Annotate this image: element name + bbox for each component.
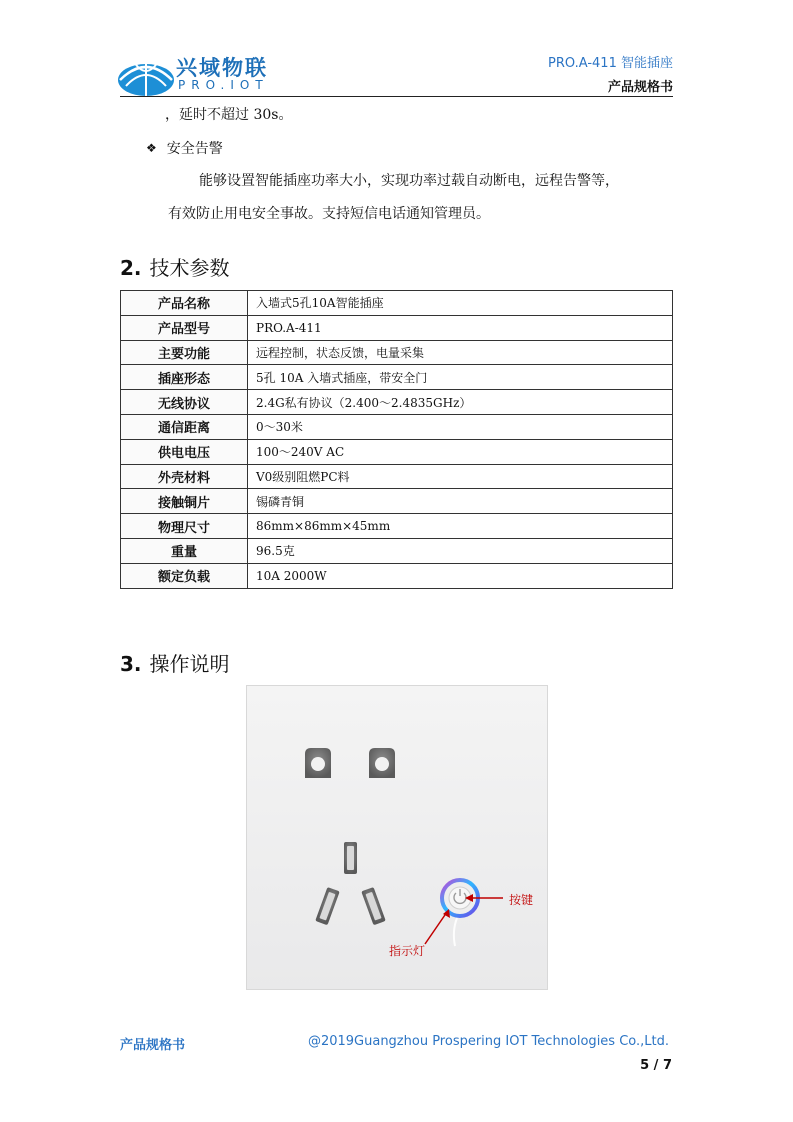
table-row: [121, 489, 673, 514]
spec-key: 产品名称: [121, 291, 248, 316]
section-heading-specs: [120, 252, 230, 281]
spec-key: 重量: [121, 538, 248, 563]
page-number: 5 / 7: [640, 1058, 672, 1073]
spec-key: 供电电压: [121, 439, 248, 464]
company-logo: [116, 50, 286, 98]
bullet-safety-alarm: [146, 138, 223, 158]
spec-key: 插座形态: [121, 365, 248, 390]
bullet-label: 安全告警: [166, 141, 223, 157]
table-row: [121, 414, 673, 439]
section-number: 2.: [120, 256, 142, 280]
logo-english-name: PRO.IOT: [178, 78, 269, 92]
spec-value: 5孔 10A 入墙式插座，带安全门: [248, 365, 673, 390]
spec-key: 外壳材料: [121, 464, 248, 489]
footer-copyright: @2019Guangzhou Prospering IOT Technologies Co.,Ltd.: [307, 1034, 669, 1049]
spec-value: 0～30米: [248, 414, 673, 439]
header-doc-type: 产品规格书: [607, 80, 673, 95]
label-indicator: 指示灯: [389, 944, 426, 958]
spec-key: 产品型号: [121, 315, 248, 340]
paragraph-line-1: 能够设置智能插座功率大小，实现功率过载自动断电，远程告警等，: [199, 173, 619, 189]
text-line-delay: ，延时不超过 30s。: [165, 107, 293, 123]
three-pin-socket: [315, 842, 386, 925]
table-row: [121, 538, 673, 563]
spec-key: 额定负载: [121, 563, 248, 588]
table-row: [121, 464, 673, 489]
spec-key: 物理尺寸: [121, 514, 248, 539]
spec-key: 通信距离: [121, 414, 248, 439]
spec-value: 入墙式5孔10A智能插座: [248, 291, 673, 316]
spec-key: 无线协议: [121, 390, 248, 415]
header-divider: [120, 96, 673, 97]
spec-value: 100～240V AC: [248, 439, 673, 464]
two-pin-socket: [305, 748, 395, 778]
footer-doc-type: 产品规格书: [120, 1038, 186, 1053]
arrow-to-indicator: [425, 912, 447, 944]
section-title: 技术参数: [149, 256, 230, 280]
table-row: [121, 365, 673, 390]
logo-chinese-name: 兴域物联: [176, 56, 268, 80]
spec-value: 2.4G私有协议（2.400～2.4835GHz）: [248, 390, 673, 415]
table-row: [121, 514, 673, 539]
section-number: 3.: [120, 652, 142, 676]
table-row: [121, 563, 673, 588]
spec-table: [120, 290, 673, 589]
spec-value: PRO.A-411: [248, 315, 673, 340]
diamond-bullet-icon: ❖: [146, 141, 157, 155]
label-button: 按键: [509, 893, 534, 907]
spec-value: 远程控制，状态反馈，电量采集: [248, 340, 673, 365]
spec-value: 86mm×86mm×45mm: [248, 514, 673, 539]
section-heading-operation: [120, 648, 230, 677]
spec-value: 96.5克: [248, 538, 673, 563]
table-row: [121, 390, 673, 415]
logo-globe-icon: [116, 50, 176, 98]
table-row: [121, 315, 673, 340]
spec-key: 主要功能: [121, 340, 248, 365]
socket-photo: [246, 685, 548, 990]
spec-key: 接触铜片: [121, 489, 248, 514]
section-title: 操作说明: [149, 652, 230, 676]
table-row: [121, 439, 673, 464]
spec-value: 10A 2000W: [248, 563, 673, 588]
table-row: [121, 291, 673, 316]
table-row: [121, 340, 673, 365]
spec-value: 锡磷青铜: [248, 489, 673, 514]
spec-value: V0级别阻燃PC料: [248, 464, 673, 489]
paragraph-line-2: 有效防止用电安全事故。支持短信电话通知管理员。: [168, 206, 490, 222]
header-product-name: PRO.A-411 智能插座: [548, 56, 673, 71]
